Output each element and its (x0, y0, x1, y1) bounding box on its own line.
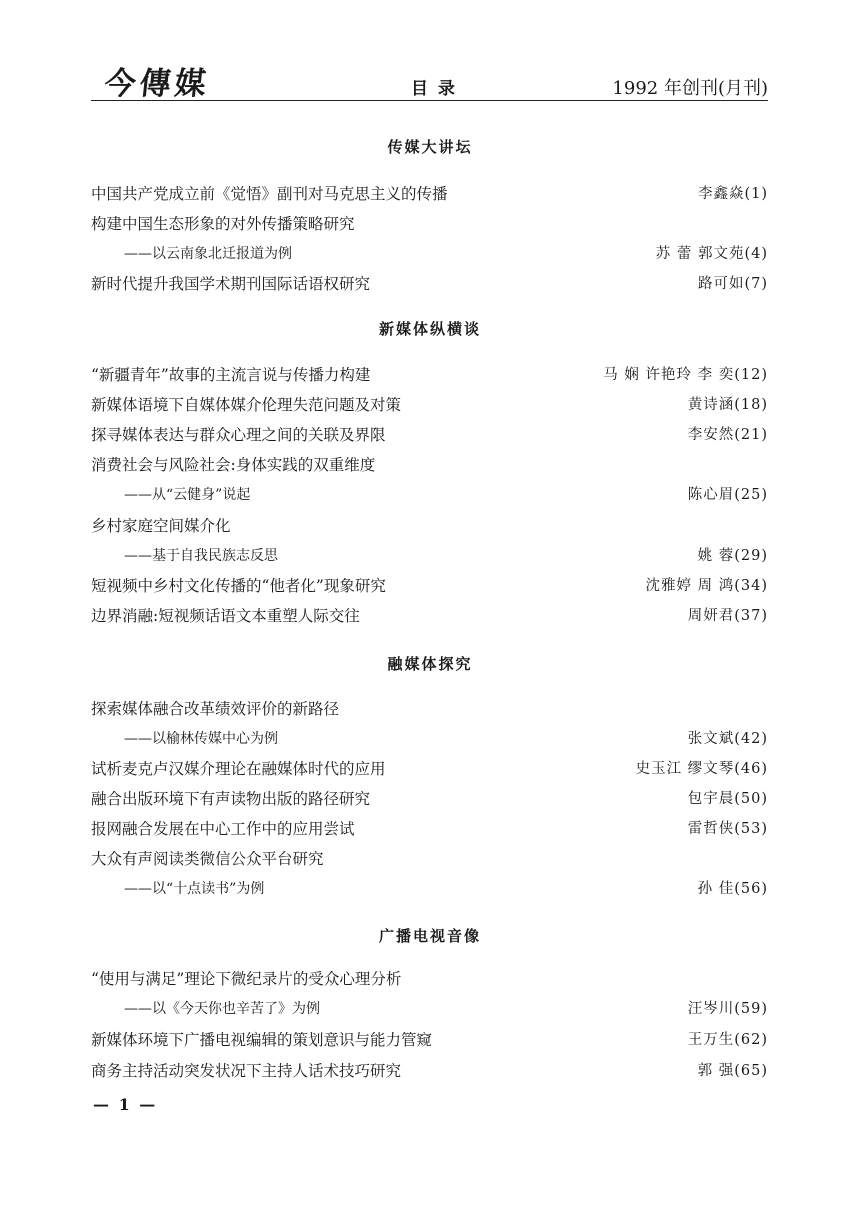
toc-entry[interactable] (91, 997, 768, 1021)
toc-entry[interactable] (91, 847, 768, 871)
toc-entry[interactable] (91, 697, 768, 721)
article-author-page: 马 娴 许艳玲 李 奕(12) (603, 367, 768, 383)
article-title: 消费社会与风险社会:身体实践的双重维度 (91, 456, 376, 474)
article-author-page: 李鑫焱(1) (697, 186, 768, 202)
section-heading: 广播电视音像 (378, 927, 481, 945)
article-author-page: 张文斌(42) (687, 731, 768, 747)
toc-entry[interactable] (91, 817, 768, 841)
article-author-page: 郭 强(65) (697, 1063, 768, 1079)
article-author-page: 陈心眉(25) (687, 487, 768, 503)
toc-title: 目 录 (411, 79, 457, 99)
article-title: 报网融合发展在中心工作中的应用尝试 (91, 820, 355, 838)
article-title: 边界消融:短视频话语文本重塑人际交往 (91, 607, 360, 625)
article-title: 构建中国生态形象的对外传播策略研究 (91, 215, 355, 233)
article-subtitle: ——以《今天你也辛苦了》为例 (124, 1001, 320, 1017)
toc-entry[interactable] (91, 574, 768, 598)
toc-entry[interactable] (91, 1059, 768, 1083)
article-title: 融合出版环境下有声读物出版的路径研究 (91, 790, 371, 808)
article-author-page: 沈雅婷 周 鸿(34) (645, 578, 768, 594)
article-author-page: 汪岑川(59) (687, 1001, 768, 1017)
article-title: 新媒体语境下自媒体媒介伦理失范问题及对策 (91, 396, 402, 414)
toc-entry[interactable] (91, 182, 768, 206)
article-title: 中国共产党成立前《觉悟》副刊对马克思主义的传播 (91, 185, 448, 203)
article-title: 探索媒体融合改革绩效评价的新路径 (91, 700, 340, 718)
article-author-page: 史玉江 缪文琴(46) (635, 761, 768, 777)
toc-entry[interactable] (91, 1028, 768, 1052)
article-subtitle: ——以榆林传媒中心为例 (124, 731, 278, 747)
toc-entry[interactable] (91, 757, 768, 781)
toc-entry[interactable] (91, 544, 768, 568)
section-heading: 融媒体探究 (387, 655, 473, 673)
article-title: 短视频中乡村文化传播的“他者化”现象研究 (91, 577, 386, 595)
article-subtitle: ——基于自我民族志反思 (124, 548, 278, 564)
journal-logo: 今傳媒 (102, 66, 212, 102)
article-title: 乡村家庭空间媒介化 (91, 517, 231, 535)
article-title: 新媒体环境下广播电视编辑的策划意识与能力管窥 (91, 1031, 433, 1049)
founding-note: 1992 年创刊(月刊) (612, 78, 768, 99)
toc-entry[interactable] (91, 604, 768, 628)
page-header (91, 58, 768, 101)
toc-entry[interactable] (91, 272, 768, 296)
toc-entry[interactable] (91, 967, 768, 991)
toc-entry[interactable] (91, 363, 768, 387)
toc-entry[interactable] (91, 423, 768, 447)
toc-entry[interactable] (91, 877, 768, 901)
article-author-page: 包宇晨(50) (687, 791, 768, 807)
toc-entry[interactable] (91, 453, 768, 477)
article-author-page: 苏 蕾 郭文苑(4) (655, 246, 768, 262)
toc-entry[interactable] (91, 727, 768, 751)
article-title: 商务主持活动突发状况下主持人话术技巧研究 (91, 1062, 402, 1080)
article-author-page: 姚 蓉(29) (697, 548, 768, 564)
article-author-page: 王万生(62) (687, 1032, 768, 1048)
toc-entry[interactable] (91, 393, 768, 417)
article-author-page: 孙 佳(56) (697, 881, 768, 897)
toc-entry[interactable] (91, 483, 768, 507)
article-subtitle: ——以“十点读书”为例 (124, 881, 265, 897)
article-subtitle: ——以云南象北迁报道为例 (124, 246, 292, 262)
toc-entry[interactable] (91, 242, 768, 266)
article-author-page: 雷哲侠(53) (687, 821, 768, 837)
article-title: “新疆青年”故事的主流言说与传播力构建 (91, 366, 371, 384)
section-heading: 新媒体纵横谈 (378, 320, 481, 338)
article-subtitle: ——从“云健身”说起 (124, 487, 251, 503)
article-title: 大众有声阅读类微信公众平台研究 (91, 850, 324, 868)
article-author-page: 李安然(21) (687, 427, 768, 443)
article-author-page: 周妍君(37) (687, 608, 768, 624)
article-title: 试析麦克卢汉媒介理论在融媒体时代的应用 (91, 760, 386, 778)
toc-entry[interactable] (91, 787, 768, 811)
article-title: 探寻媒体表达与群众心理之间的关联及界限 (91, 426, 386, 444)
article-author-page: 黄诗涵(18) (687, 397, 768, 413)
toc-entry[interactable] (91, 514, 768, 538)
section-heading: 传媒大讲坛 (387, 138, 473, 156)
article-author-page: 路可如(7) (697, 276, 768, 292)
toc-entry[interactable] (91, 212, 768, 236)
page-number: — 1 — (93, 1095, 158, 1114)
article-title: 新时代提升我国学术期刊国际话语权研究 (91, 275, 371, 293)
article-title: “使用与满足”理论下微纪录片的受众心理分析 (91, 970, 402, 988)
